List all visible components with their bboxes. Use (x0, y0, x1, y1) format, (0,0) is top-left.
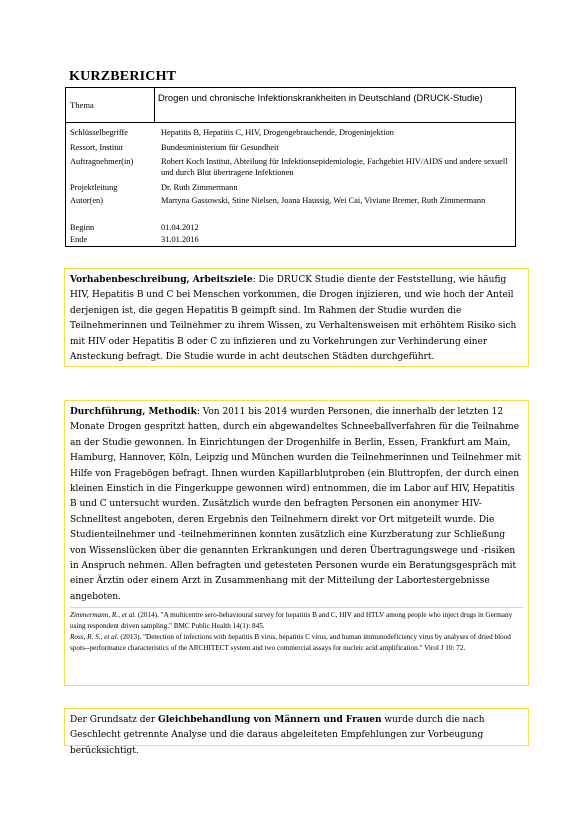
reference-authors: Ross, R. S., et al. (70, 633, 119, 642)
gleichbehandlung-paragraph (70, 713, 523, 759)
gleichbehandlung-section (64, 708, 529, 756)
vorhaben-section (64, 268, 529, 367)
meta-value: Hepatitis B, Hepatitis C, HIV, Drogengebrauchende, Drogeninjektion (161, 128, 394, 137)
meta-value: 01.04.2012 (161, 223, 199, 232)
meta-label: Projektleitung (70, 183, 118, 192)
section-heading: Vorhabenbeschreibung, Arbeitsziele (70, 275, 253, 285)
reference-text: (2013). "Detection of infections with hepatitis B virus, hepatitis C virus, and human immunodeficiency virus by analyses of dried blood spots--performance characteristics of the ARCHITECT system and two commercial assays for nucleic acid amplification." Virol J 10: 72. (70, 633, 511, 652)
durchfuehrung-section (64, 400, 529, 686)
thema-row (66, 88, 515, 123)
meta-value: 31.01.2016 (161, 235, 199, 244)
reference-item (70, 610, 523, 632)
meta-label: Schlüsselbegriffe (70, 128, 128, 137)
section-text: : Die DRUCK Studie diente der Feststellung, wie häufig HIV, Hepatitis B und C bei Menschen vorkommen, die Drogen injizieren, und wie hoch der Anteil derjenigen ist, die gegen Hepatitis B geimpft sind. Im Rahmen der Studie wurden die Teilnehmerinnen und Teilnehmer zu ihrem Wissen, zu Verhaltensweisen mit erhöhtem Risiko sich mit HIV oder Hepatitis B oder C zu infizieren und zu Vorkehrungen zur Verhinderung einer Ansteckung befragt. Die Studie wurde in acht deutschen Städten durchgeführt. (70, 275, 517, 363)
report-metadata-table (65, 87, 516, 247)
section-text: Der Grundsatz der (70, 715, 159, 725)
meta-label: Ressort, Institut (70, 143, 124, 152)
thema-value: Drogen und chronische Infektionskrankheiten in Deutschland (DRUCK-Studie) (158, 92, 483, 103)
meta-value: Bundesministerium für Gesundheit (161, 143, 279, 152)
meta-value: Martyna Gassowski, Stine Nielsen, Joana Haussig, Wei Cai, Viviane Bremer, Ruth Zimmermann (161, 196, 486, 205)
meta-label: Ende (70, 235, 88, 244)
meta-value: Robert Koch Institut, Abteilung für Infektionsepidemiologie, Fachgebiet HIV/AIDS und andere sexuell und durch Blut übertragene Infektionen (161, 157, 508, 177)
meta-label: Autor(en) (70, 196, 104, 205)
reference-authors: Zimmermann, R., et al. (70, 611, 137, 620)
section-heading: Durchführung, Methodik (70, 407, 197, 417)
table-divider (154, 88, 155, 122)
durchfuehrung-paragraph (70, 405, 523, 605)
meta-value: Dr. Ruth Zimmermann (161, 183, 238, 192)
report-title: KURZBERICHT (69, 69, 177, 84)
reference-text: (2014). "A multicentre sero-behavioural survey for hepatitis B and C, HIV and HTLV among people who inject drugs in Germany using respondent driven sampling." BMC Public Health 14(1): 845. (70, 611, 513, 631)
meta-label: Beginn (70, 223, 95, 232)
vorhaben-paragraph (70, 273, 523, 365)
reference-item (70, 632, 523, 654)
meta-label: Auftragnehmer(in) (70, 157, 134, 166)
references (70, 607, 523, 654)
section-text: : Von 2011 bis 2014 wurden Personen, die innerhalb der letzten 12 Monate Drogen gespritzt hatten, durch ein abgewandeltes Schneeballverfahren für die Teilnahme an der Studie gewonnen. In Einrichtungen der Drogenhilfe in Berlin, Essen, Frankfurt am Main, Hamburg, Hannover, Köln, Leipzig und München wurden die Teilnehmerinnen und Teilnehmer mit Hilfe von Fragebögen befragt. Ihnen wurden Kapillarblutproben (ein Bluttropfen, der durch einen kleinen Einstich in die Fingerkuppe gewonnen wird) entnommen, die im Labor auf HIV, Hepatitis B und C untersucht wurden. Zusätzlich wurde den befragten Personen ein anonymer HIV-Schnelltest angeboten, deren Ergebnis den Teilnehmern direkt vor Ort mitgeteilt wurde. Die Studienteilnehmer und -teilnehmerinnen konnten zusätzlich eine Kurzberatung zur Schließung von Wissenslücken über die genannten Erkrankungen und deren Übertragungswege und -risiken in Anspruch nehmen. Allen befragten und getesteten Personen wurde ein Beratungsgespräch mit einer Ärztin oder einem Arzt in Zusammenhang mit der Mitteilung der Labortestergebnisse angeboten. (70, 407, 521, 602)
section-text: wurde durch die nach Geschlecht getrennte Analyse und die daraus abgeleiteten Empfehlungen zur Vorbeugung berücksichtigt. (70, 715, 485, 756)
section-bold: Gleichbehandlung von Männern und Frauen (158, 715, 382, 725)
thema-label: Thema (70, 100, 94, 110)
